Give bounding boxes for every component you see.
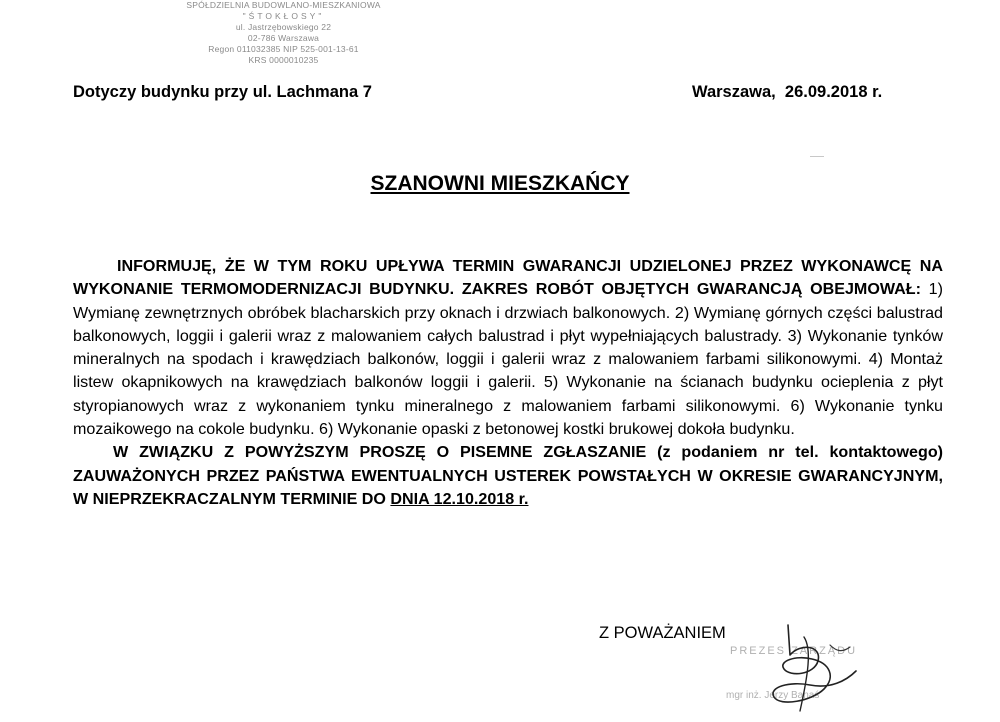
scan-mark [810,156,824,157]
request-intro: W ZWIĄZKU Z POWYŻSZYM PROSZĘ O PISEMNE ZGŁASZANIE [113,443,647,462]
paragraph-warranty-scope [73,255,943,441]
stamp-line: ul. Jastrzębowskiego 22 [235,22,332,32]
cooperative-stamp [176,0,391,66]
letter-body [73,255,943,511]
works-list: 1) Wymianę zewnętrznych obróbek blacharskich przy oknach i drzwiach balkonowych. 2) Wymianę górnych części balustrad balkonowych, loggii i galerii wraz z malowaniem całych balustrad i płyt wypełniających balustrady. 3) Wykonanie tynków mineralnych na spodach i krawędziach balkonów, loggii i galerii wraz z malowaniem farbami silikonowymi. 4) Montaż listew okapnikowych na krawędziach balkonów loggii i galerii. 5) Wykonanie na ścianach budynku ocieplenia z płyt styropianowych wraz z wykonaniem tynku mineralnego z malowaniem farbami silikonowymi. 6) Wykonanie tynku mozaikowego na cokole budynku. 6) Wykonanie opaski z betonowej kostki brukowej dokoła budynku. [73,280,943,439]
deadline-date: DNIA 12.10.2018 r. [390,489,529,508]
warranty-intro: INFORMUJĘ, ŻE W TYM ROKU UPŁYWA TERMIN GWARANCJI UDZIELONEJ PRZEZ WYKONAWCĘ NA WYKONANIE TERMOMODERNIZACJI BUDYNKU. ZAKRES ROBÓT OBJĘTYCH GWARANCJĄ OBEJMOWAŁ: [73,257,943,299]
paragraph-request [73,441,943,511]
stamp-line: 02-786 Warszawa [247,33,320,43]
stamp-line: SPÓŁDZIELNIA BUDOWLANO-MIESZKANIOWA [186,0,381,10]
title-text: SZANOWNI MIESZKAŃCY [370,172,630,195]
page-title [0,172,1000,196]
request-contact-note: (z podaniem nr tel. kontaktowego) [646,443,944,462]
subject-line: Dotyczy budynku przy ul. Lachmana 7 [73,83,372,101]
stamp-line: Regon 011032385 NIP 525-001-13-61 [208,44,359,54]
stamp-line: "ŚTOKŁOSY" [242,11,325,21]
signature-stamp-name: mgr inż. Jerzy Banaś [726,690,820,701]
closing-salutation: Z POWAŻANIEM [599,624,726,642]
place-date: Warszawa, 26.09.2018 r. [692,83,883,101]
handwritten-signature [760,615,870,722]
signature-stamp-title: PREZES ZARZĄDU [730,645,858,657]
request-details: ZAUWAŻONYCH PRZEZ PAŃSTWA EWENTUALNYCH USTEREK POWSTAŁYCH W OKRESIE GWARANCYJNYM, W NIEPRZEKRACZALNYM TERMINIE DO [73,466,943,508]
stamp-line: KRS 0000010235 [248,55,319,65]
